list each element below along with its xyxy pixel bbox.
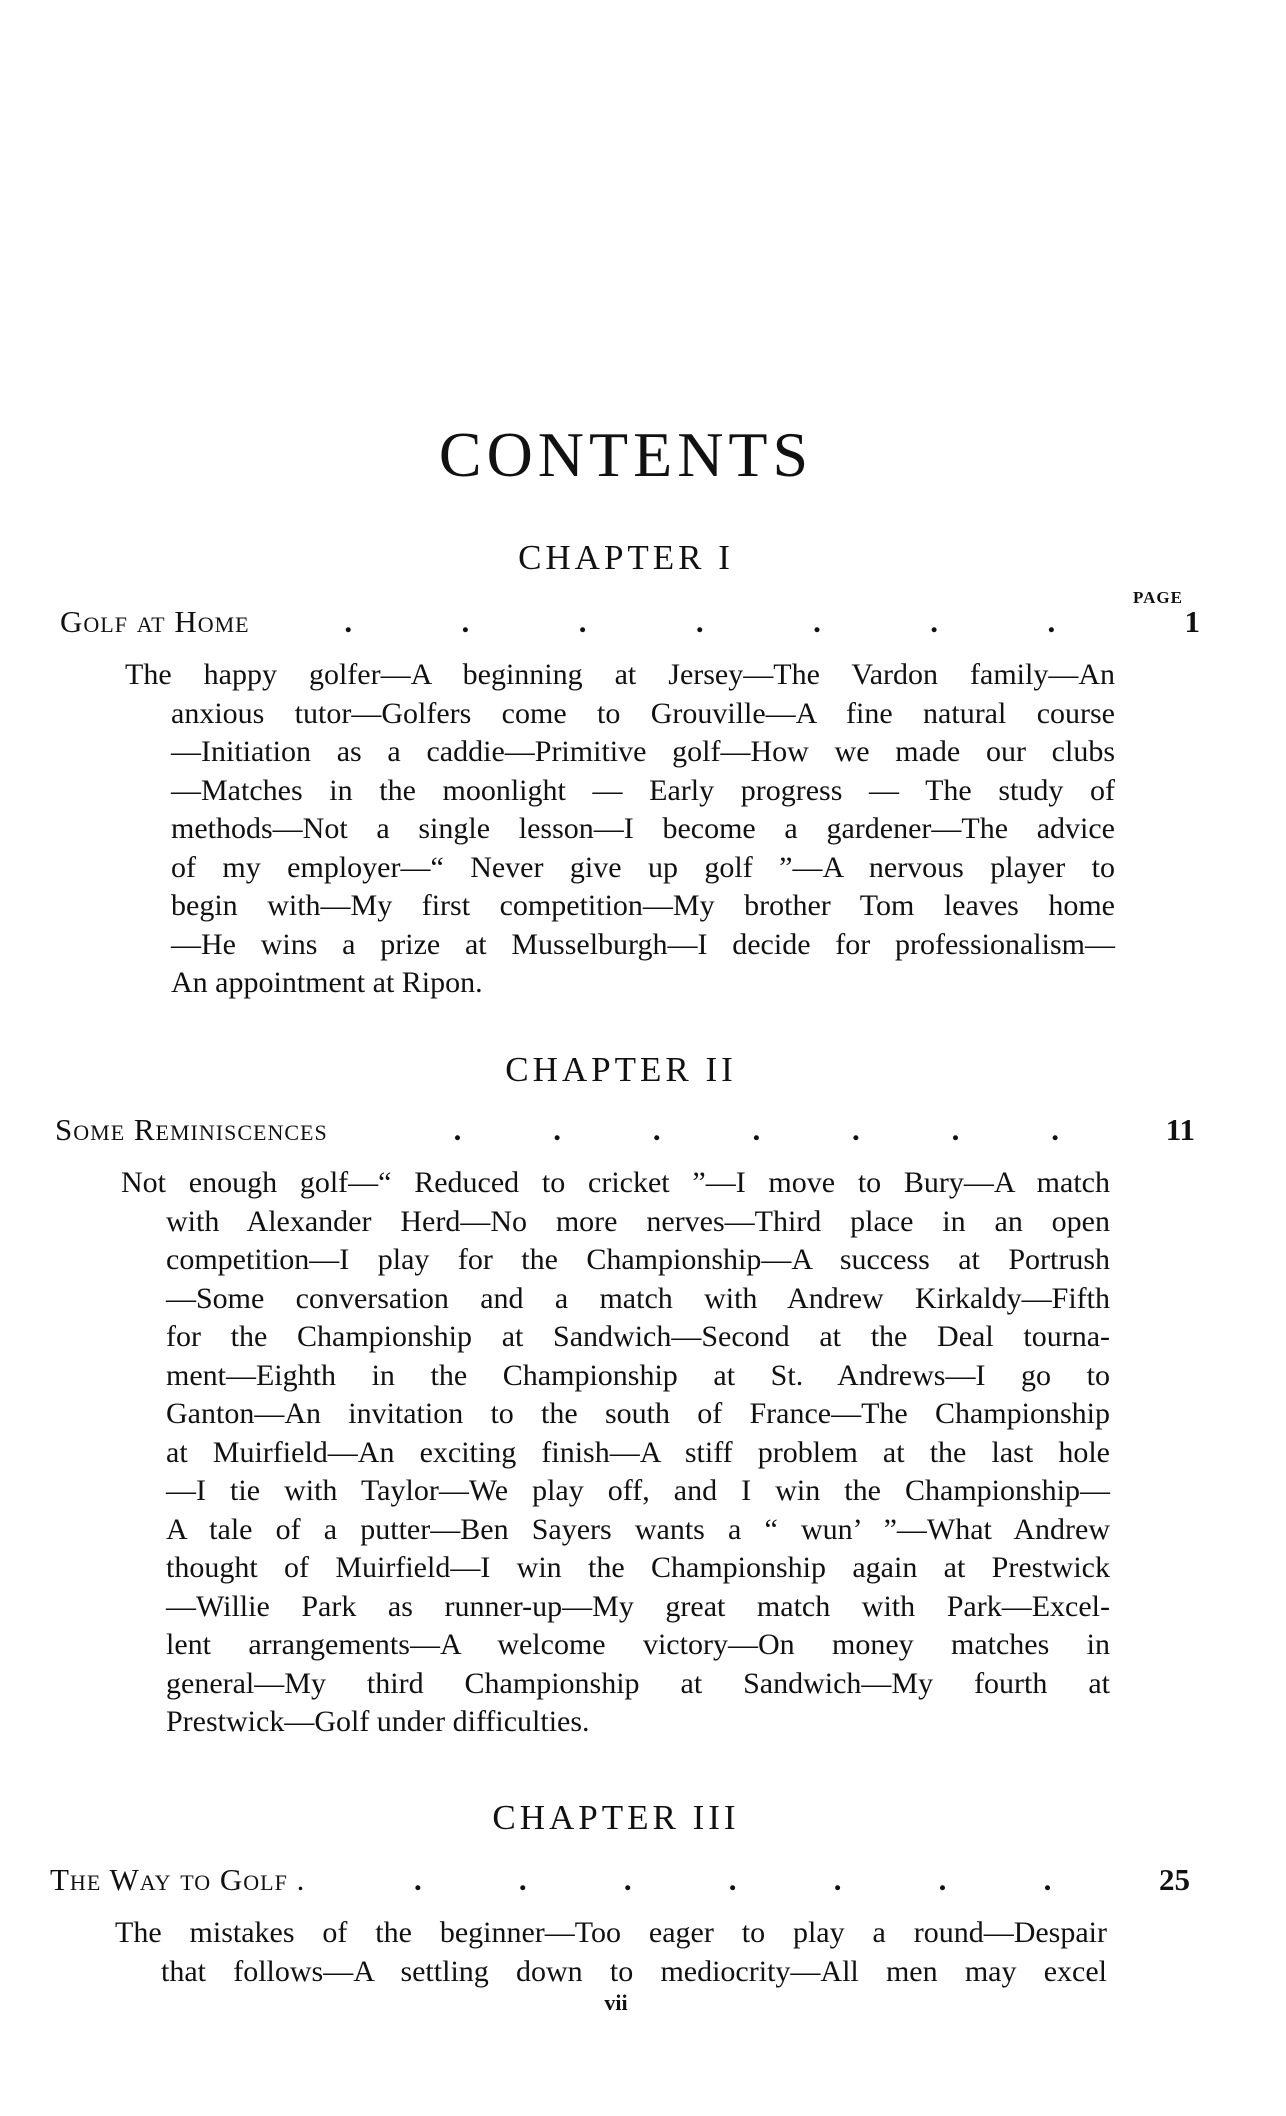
summary-line: —Initiation as a caddie—Primitive golf—How we made our clubs <box>171 735 1115 768</box>
entry-title: Some Reminiscences <box>55 1112 328 1147</box>
summary-line: A tale of a putter—Ben Sayers wants a “ wun’ ”—What Andrew <box>166 1512 1110 1546</box>
chapter-summary <box>115 1914 1107 1991</box>
chapter-summary <box>125 656 1115 1003</box>
summary-line: methods—Not a single lesson—I become a gardener—The advice <box>171 812 1115 845</box>
summary-line: Not enough golf—“ Reduced to cricket ”—I move to Bury—A match <box>121 1166 1110 1199</box>
toc-entry[interactable] <box>60 604 1200 640</box>
summary-line: Prestwick—Golf under difficulties. <box>166 1705 590 1738</box>
summary-line: —He wins a prize at Musselburgh—I decide for professionalism— <box>171 927 1115 961</box>
dot-leader: . . . . . . . <box>453 1112 1060 1147</box>
summary-line: anxious tutor—Golfers come to Grouville—A fine natural course <box>171 696 1115 730</box>
dot-leader: . . . . . . . <box>413 1862 1052 1897</box>
page-number: 1 <box>1184 604 1200 639</box>
entry-title: The Way to Golf . <box>50 1862 306 1897</box>
summary-line: The mistakes of the beginner—Too eager to play a round—Despair <box>115 1916 1107 1949</box>
summary-line: —Willie Park as runner-up—My great match with Park—Excel- <box>166 1589 1110 1623</box>
summary-line: of my employer—“ Never give up golf ”—A nervous player to <box>171 850 1115 884</box>
chapter-heading: CHAPTER II <box>505 1050 737 1089</box>
entry-title: Golf at Home <box>60 604 250 639</box>
summary-line: thought of Muirfield—I win the Championship again at Prestwick <box>166 1551 1110 1584</box>
summary-line: The happy golfer—A beginning at Jersey—The Vardon family—An <box>125 658 1115 691</box>
chapter-heading: CHAPTER I <box>518 538 734 577</box>
page-column-label: PAGE <box>1133 588 1183 607</box>
summary-line: begin with—My first competition—My brother Tom leaves home <box>171 889 1115 922</box>
summary-line: An appointment at Ripon. <box>171 966 483 999</box>
summary-line: Ganton—An invitation to the south of France—The Championship <box>166 1397 1110 1430</box>
summary-line: general—My third Championship at Sandwich—My fourth at <box>166 1666 1110 1700</box>
summary-line: —Matches in the moonlight — Early progress — The study of <box>171 773 1115 807</box>
summary-line: lent arrangements—A welcome victory—On money matches in <box>166 1628 1110 1661</box>
dot-leader: . . . . . . . <box>344 604 1056 639</box>
summary-line: that follows—A settling down to mediocrity—All men may excel <box>161 1954 1107 1988</box>
summary-line: —I tie with Taylor—We play off, and I win the Championship— <box>166 1474 1110 1507</box>
summary-line: competition—I play for the Championship—A success at Portrush <box>166 1243 1110 1276</box>
page-number: 11 <box>1165 1112 1195 1147</box>
chapter-summary <box>121 1164 1110 1742</box>
toc-entry[interactable] <box>50 1862 1190 1898</box>
summary-line: with Alexander Herd—No more nerves—Third place in an open <box>166 1204 1110 1238</box>
toc-entry[interactable] <box>55 1112 1195 1148</box>
summary-line: ment—Eighth in the Championship at St. Andrews—I go to <box>166 1358 1110 1392</box>
page-title: CONTENTS <box>438 419 814 490</box>
summary-line: at Muirfield—An exciting finish—A stiff problem at the last hole <box>166 1435 1110 1469</box>
folio-page-number: vii <box>604 1990 628 2015</box>
chapter-heading: CHAPTER III <box>492 1798 740 1837</box>
summary-line: for the Championship at Sandwich—Second at the Deal tourna- <box>166 1320 1110 1353</box>
summary-line: —Some conversation and a match with Andrew Kirkaldy—Fifth <box>166 1281 1110 1315</box>
page-number: 25 <box>1159 1862 1190 1897</box>
